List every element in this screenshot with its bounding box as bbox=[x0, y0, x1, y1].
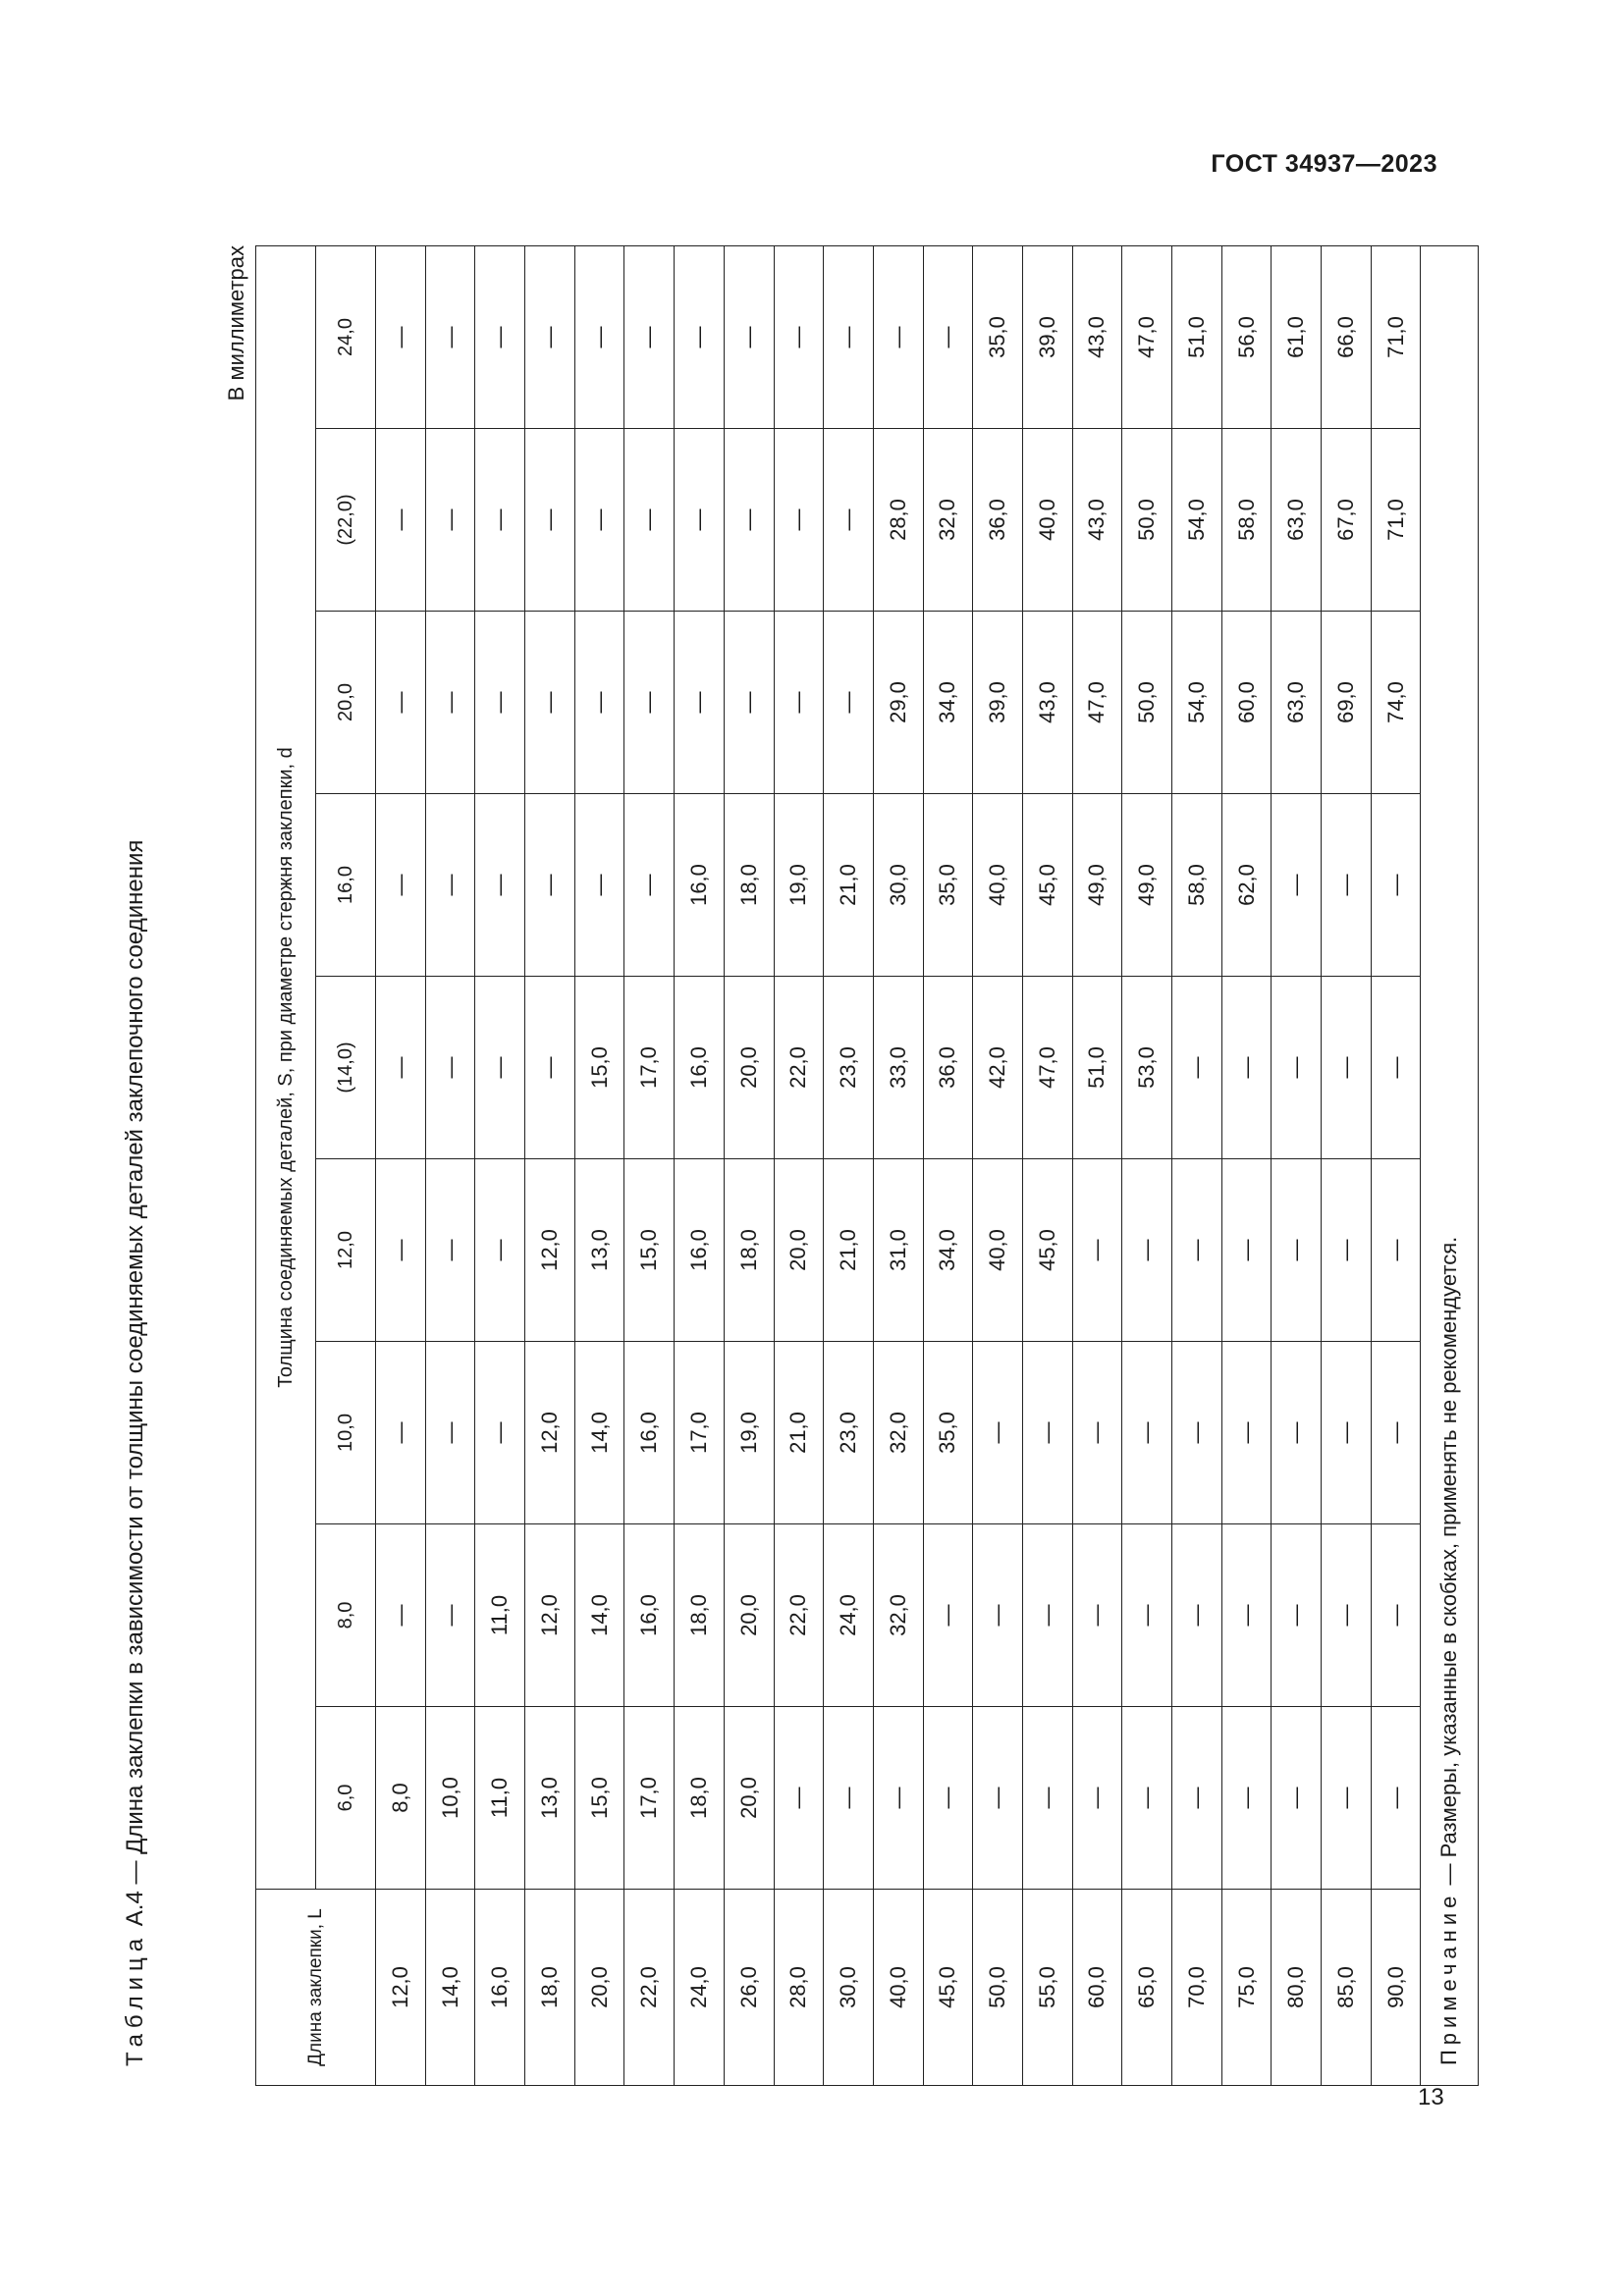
table-row bbox=[1172, 246, 1222, 2086]
thickness-cell: — bbox=[973, 1707, 1023, 1890]
length-cell: 22,0 bbox=[624, 1890, 675, 2086]
thickness-cell: 20,0 bbox=[724, 1524, 774, 1707]
thickness-cell: 17,0 bbox=[624, 977, 675, 1159]
thickness-cell: 16,0 bbox=[675, 1159, 725, 1342]
length-cell: 75,0 bbox=[1221, 1890, 1272, 2086]
thickness-cell: — bbox=[724, 612, 774, 794]
thickness-cell: 66,0 bbox=[1322, 246, 1372, 429]
thickness-cell: — bbox=[824, 612, 874, 794]
thickness-cell: — bbox=[376, 1342, 426, 1524]
thickness-cell: 11,0 bbox=[475, 1524, 525, 1707]
thickness-cell: 20,0 bbox=[774, 1159, 824, 1342]
thickness-cell: 34,0 bbox=[923, 612, 973, 794]
thickness-cell: 20,0 bbox=[724, 1707, 774, 1890]
thickness-cell: 54,0 bbox=[1172, 429, 1222, 612]
length-cell: 50,0 bbox=[973, 1890, 1023, 2086]
thickness-cell: — bbox=[1122, 1707, 1172, 1890]
length-cell: 20,0 bbox=[574, 1890, 624, 2086]
thickness-cell: 49,0 bbox=[1122, 794, 1172, 977]
thickness-cell: 56,0 bbox=[1221, 246, 1272, 429]
thickness-cell: — bbox=[1221, 1524, 1272, 1707]
thickness-cell: — bbox=[1172, 1159, 1222, 1342]
thickness-cell: 35,0 bbox=[973, 246, 1023, 429]
thickness-cell: — bbox=[475, 1159, 525, 1342]
table-row bbox=[376, 246, 426, 2086]
thickness-cell: — bbox=[1371, 1524, 1421, 1707]
thickness-cell: — bbox=[376, 1524, 426, 1707]
thickness-cell: 17,0 bbox=[624, 1707, 675, 1890]
thickness-cell: — bbox=[973, 1524, 1023, 1707]
thickness-cell: — bbox=[376, 246, 426, 429]
thickness-cell: 36,0 bbox=[973, 429, 1023, 612]
thickness-cell: — bbox=[376, 794, 426, 977]
thickness-cell: — bbox=[973, 1342, 1023, 1524]
length-cell: 14,0 bbox=[425, 1890, 475, 2086]
caption-text: А.4 — Длина заклепки в зависимости от толщины соединяемых деталей заклепочного соединения bbox=[122, 839, 148, 1927]
caption-word: Таблица bbox=[122, 1932, 148, 2066]
thickness-cell: 35,0 bbox=[923, 1342, 973, 1524]
table-caption bbox=[108, 840, 163, 2066]
thickness-cell: — bbox=[675, 429, 725, 612]
thickness-cell: — bbox=[475, 1342, 525, 1524]
diameter-header-cell: 6,0 bbox=[316, 1707, 376, 1890]
thickness-cell: — bbox=[624, 794, 675, 977]
thickness-cell: — bbox=[1272, 977, 1322, 1159]
thickness-cell: — bbox=[624, 612, 675, 794]
thickness-cell: 69,0 bbox=[1322, 612, 1372, 794]
note-word: Примечание bbox=[1436, 1891, 1462, 2065]
thickness-cell: 22,0 bbox=[774, 977, 824, 1159]
thickness-cell: — bbox=[1272, 1524, 1322, 1707]
thickness-cell: — bbox=[1322, 1159, 1372, 1342]
thickness-cell: — bbox=[1172, 1707, 1222, 1890]
thickness-cell: — bbox=[675, 612, 725, 794]
thickness-cell: 71,0 bbox=[1371, 429, 1421, 612]
thickness-cell: 31,0 bbox=[873, 1159, 923, 1342]
thickness-cell: 10,0 bbox=[425, 1707, 475, 1890]
diameter-header-cell: 20,0 bbox=[316, 612, 376, 794]
thickness-cell: — bbox=[574, 429, 624, 612]
thickness-cell: 40,0 bbox=[1022, 429, 1072, 612]
thickness-cell: — bbox=[525, 794, 575, 977]
length-cell: 45,0 bbox=[923, 1890, 973, 2086]
thickness-cell: — bbox=[1122, 1342, 1172, 1524]
units-label: В миллиметрах bbox=[224, 245, 248, 401]
table-row bbox=[973, 246, 1023, 2086]
thickness-cell: 45,0 bbox=[1022, 794, 1072, 977]
diameter-header-cell: 10,0 bbox=[316, 1342, 376, 1524]
thickness-cell: — bbox=[774, 429, 824, 612]
thickness-cell: 18,0 bbox=[724, 1159, 774, 1342]
thickness-cell: 33,0 bbox=[873, 977, 923, 1159]
thickness-cell: 45,0 bbox=[1022, 1159, 1072, 1342]
thickness-cell: — bbox=[724, 429, 774, 612]
thickness-cell: 36,0 bbox=[923, 977, 973, 1159]
length-cell: 70,0 bbox=[1172, 1890, 1222, 2086]
thickness-cell: 40,0 bbox=[973, 794, 1023, 977]
thickness-cell: 62,0 bbox=[1221, 794, 1272, 977]
thickness-cell: — bbox=[1221, 1342, 1272, 1524]
table-row bbox=[724, 246, 774, 2086]
thickness-cell: 21,0 bbox=[824, 794, 874, 977]
thickness-cell: — bbox=[376, 612, 426, 794]
thickness-cell: 19,0 bbox=[724, 1342, 774, 1524]
table-row bbox=[675, 246, 725, 2086]
thickness-cell: — bbox=[425, 246, 475, 429]
thickness-cell: — bbox=[425, 977, 475, 1159]
table-row bbox=[1122, 246, 1172, 2086]
thickness-cell: — bbox=[475, 612, 525, 794]
thickness-cell: — bbox=[1221, 1159, 1272, 1342]
thickness-cell: 49,0 bbox=[1072, 794, 1122, 977]
thickness-cell: — bbox=[923, 246, 973, 429]
length-cell: 16,0 bbox=[475, 1890, 525, 2086]
thickness-cell: — bbox=[1172, 977, 1222, 1159]
thickness-cell: 15,0 bbox=[574, 1707, 624, 1890]
length-cell: 80,0 bbox=[1272, 1890, 1322, 2086]
thickness-cell: — bbox=[1072, 1342, 1122, 1524]
thickness-cell: — bbox=[774, 1707, 824, 1890]
thickness-cell: — bbox=[1322, 1707, 1372, 1890]
table-wrapper bbox=[255, 245, 1479, 2086]
thickness-cell: 21,0 bbox=[774, 1342, 824, 1524]
thickness-cell: 18,0 bbox=[675, 1524, 725, 1707]
thickness-cell: 63,0 bbox=[1272, 612, 1322, 794]
thickness-cell: — bbox=[1371, 1707, 1421, 1890]
table-row bbox=[1022, 246, 1072, 2086]
thickness-cell: 71,0 bbox=[1371, 246, 1421, 429]
thickness-cell: 23,0 bbox=[824, 1342, 874, 1524]
length-cell: 18,0 bbox=[525, 1890, 575, 2086]
thickness-cell: — bbox=[873, 246, 923, 429]
thickness-cell: — bbox=[1022, 1342, 1072, 1524]
table-row bbox=[923, 246, 973, 2086]
thickness-cell: 12,0 bbox=[525, 1524, 575, 1707]
thickness-cell: — bbox=[1221, 977, 1272, 1159]
thickness-cell: — bbox=[724, 246, 774, 429]
thickness-cell: 22,0 bbox=[774, 1524, 824, 1707]
thickness-cell: 14,0 bbox=[574, 1342, 624, 1524]
thickness-cell: — bbox=[425, 1524, 475, 1707]
thickness-cell: 15,0 bbox=[574, 977, 624, 1159]
thickness-cell: — bbox=[1322, 1342, 1372, 1524]
thickness-cell: 67,0 bbox=[1322, 429, 1372, 612]
diameter-header-row bbox=[316, 246, 376, 2086]
thickness-cell: — bbox=[1122, 1524, 1172, 1707]
rivet-length-table bbox=[255, 245, 1479, 2086]
thickness-cell: 51,0 bbox=[1072, 977, 1122, 1159]
table-row bbox=[1371, 246, 1421, 2086]
thickness-cell: — bbox=[475, 977, 525, 1159]
thickness-cell: — bbox=[475, 429, 525, 612]
thickness-cell: 58,0 bbox=[1221, 429, 1272, 612]
thickness-cell: 34,0 bbox=[923, 1159, 973, 1342]
thickness-cell: — bbox=[1371, 977, 1421, 1159]
thickness-cell: — bbox=[1272, 794, 1322, 977]
length-cell: 90,0 bbox=[1371, 1890, 1421, 2086]
thickness-cell: — bbox=[1122, 1159, 1172, 1342]
thickness-cell: — bbox=[425, 429, 475, 612]
diameter-header-cell: 8,0 bbox=[316, 1524, 376, 1707]
thickness-cell: 61,0 bbox=[1272, 246, 1322, 429]
length-cell: 65,0 bbox=[1122, 1890, 1172, 2086]
thickness-cell: 39,0 bbox=[973, 612, 1023, 794]
thickness-cell: — bbox=[1272, 1342, 1322, 1524]
thickness-cell: 47,0 bbox=[1072, 612, 1122, 794]
thickness-cell: 16,0 bbox=[675, 977, 725, 1159]
thickness-cell: — bbox=[525, 612, 575, 794]
thickness-cell: — bbox=[1172, 1342, 1222, 1524]
length-cell: 24,0 bbox=[675, 1890, 725, 2086]
rotated-table-area bbox=[108, 245, 1462, 2086]
thickness-cell: 32,0 bbox=[923, 429, 973, 612]
document-code: ГОСТ 34937—2023 bbox=[1211, 150, 1437, 178]
thickness-cell: — bbox=[1371, 1159, 1421, 1342]
thickness-cell: — bbox=[1272, 1159, 1322, 1342]
thickness-cell: 53,0 bbox=[1122, 977, 1172, 1159]
table-row bbox=[624, 246, 675, 2086]
thickness-cell: — bbox=[1072, 1159, 1122, 1342]
thickness-cell: 19,0 bbox=[774, 794, 824, 977]
thickness-cell: — bbox=[1072, 1707, 1122, 1890]
table-row bbox=[525, 246, 575, 2086]
diameter-header-cell: 24,0 bbox=[316, 246, 376, 429]
thickness-cell: 17,0 bbox=[675, 1342, 725, 1524]
thickness-cell: — bbox=[1072, 1524, 1122, 1707]
thickness-cell: — bbox=[1221, 1707, 1272, 1890]
thickness-cell: — bbox=[824, 429, 874, 612]
length-cell: 85,0 bbox=[1322, 1890, 1372, 2086]
table-row bbox=[873, 246, 923, 2086]
thickness-cell: 32,0 bbox=[873, 1342, 923, 1524]
thickness-cell: — bbox=[824, 1707, 874, 1890]
length-cell: 55,0 bbox=[1022, 1890, 1072, 2086]
thickness-cell: 42,0 bbox=[973, 977, 1023, 1159]
thickness-cell: 15,0 bbox=[624, 1159, 675, 1342]
thickness-cell: — bbox=[624, 429, 675, 612]
table-row bbox=[824, 246, 874, 2086]
thickness-cell: 29,0 bbox=[873, 612, 923, 794]
thickness-cell: 12,0 bbox=[525, 1342, 575, 1524]
length-header: Длина заклепки, L bbox=[256, 1890, 376, 2086]
thickness-cell: — bbox=[1022, 1707, 1072, 1890]
thickness-cell: — bbox=[923, 1524, 973, 1707]
diameter-header-cell: 12,0 bbox=[316, 1159, 376, 1342]
length-cell: 28,0 bbox=[774, 1890, 824, 2086]
page-number: 13 bbox=[1418, 2084, 1444, 2110]
thickness-cell: 13,0 bbox=[574, 1159, 624, 1342]
thickness-cell: 23,0 bbox=[824, 977, 874, 1159]
thickness-cell: 47,0 bbox=[1022, 977, 1072, 1159]
note-text: — Размеры, указанные в скобках, применять не рекомендуется. bbox=[1436, 1236, 1462, 1886]
thickness-cell: 20,0 bbox=[724, 977, 774, 1159]
thickness-cell: — bbox=[873, 1707, 923, 1890]
thickness-cell: — bbox=[923, 1707, 973, 1890]
thickness-cell: 32,0 bbox=[873, 1524, 923, 1707]
thickness-cell: 47,0 bbox=[1122, 246, 1172, 429]
thickness-cell: 30,0 bbox=[873, 794, 923, 977]
table-row bbox=[475, 246, 525, 2086]
thickness-cell: — bbox=[1172, 1524, 1222, 1707]
length-cell: 30,0 bbox=[824, 1890, 874, 2086]
thickness-cell: — bbox=[574, 794, 624, 977]
thickness-cell: — bbox=[425, 794, 475, 977]
thickness-cell: — bbox=[1022, 1524, 1072, 1707]
thickness-cell: 14,0 bbox=[574, 1524, 624, 1707]
thickness-cell: — bbox=[376, 977, 426, 1159]
thickness-cell: 40,0 bbox=[973, 1159, 1023, 1342]
thickness-cell: 50,0 bbox=[1122, 429, 1172, 612]
thickness-cell: — bbox=[1371, 1342, 1421, 1524]
thickness-cell: — bbox=[425, 612, 475, 794]
thickness-cell: 63,0 bbox=[1272, 429, 1322, 612]
thickness-cell: 24,0 bbox=[824, 1524, 874, 1707]
length-cell: 26,0 bbox=[724, 1890, 774, 2086]
thickness-cell: 28,0 bbox=[873, 429, 923, 612]
thickness-cell: — bbox=[1322, 1524, 1372, 1707]
thickness-cell: — bbox=[624, 246, 675, 429]
thickness-cell: 16,0 bbox=[624, 1524, 675, 1707]
thickness-header: Толщина соединяемых деталей, S, при диаметре стержня заклепки, d bbox=[256, 246, 316, 1890]
thickness-cell: — bbox=[574, 246, 624, 429]
thickness-cell: — bbox=[475, 794, 525, 977]
thickness-cell: 8,0 bbox=[376, 1707, 426, 1890]
table-row bbox=[1322, 246, 1372, 2086]
thickness-cell: — bbox=[475, 246, 525, 429]
thickness-cell: 21,0 bbox=[824, 1159, 874, 1342]
table-row bbox=[774, 246, 824, 2086]
thickness-cell: 13,0 bbox=[525, 1707, 575, 1890]
thickness-cell: 58,0 bbox=[1172, 794, 1222, 977]
thickness-cell: — bbox=[1371, 794, 1421, 977]
thickness-cell: — bbox=[774, 246, 824, 429]
table-row bbox=[425, 246, 475, 2086]
thickness-cell: — bbox=[1322, 977, 1372, 1159]
thickness-cell: 43,0 bbox=[1022, 612, 1072, 794]
thickness-cell: — bbox=[1322, 794, 1372, 977]
table-row bbox=[1221, 246, 1272, 2086]
length-cell: 60,0 bbox=[1072, 1890, 1122, 2086]
thickness-cell: 43,0 bbox=[1072, 429, 1122, 612]
thickness-cell: — bbox=[1272, 1707, 1322, 1890]
thickness-cell: 11,0 bbox=[475, 1707, 525, 1890]
diameter-header-cell: (22,0) bbox=[316, 429, 376, 612]
table-row bbox=[574, 246, 624, 2086]
thickness-cell: — bbox=[525, 977, 575, 1159]
thickness-cell: 18,0 bbox=[724, 794, 774, 977]
thickness-cell: — bbox=[774, 612, 824, 794]
thickness-cell: 43,0 bbox=[1072, 246, 1122, 429]
thickness-cell: — bbox=[824, 246, 874, 429]
thickness-cell: 16,0 bbox=[624, 1342, 675, 1524]
thickness-cell: 60,0 bbox=[1221, 612, 1272, 794]
thickness-cell: 12,0 bbox=[525, 1159, 575, 1342]
length-cell: 40,0 bbox=[873, 1890, 923, 2086]
thickness-cell: — bbox=[525, 429, 575, 612]
diameter-header-cell: (14,0) bbox=[316, 977, 376, 1159]
table-row bbox=[1272, 246, 1322, 2086]
table-body bbox=[376, 246, 1421, 2086]
thickness-cell: 54,0 bbox=[1172, 612, 1222, 794]
table-row bbox=[1072, 246, 1122, 2086]
thickness-cell: 39,0 bbox=[1022, 246, 1072, 429]
thickness-cell: 50,0 bbox=[1122, 612, 1172, 794]
thickness-cell: 51,0 bbox=[1172, 246, 1222, 429]
thickness-cell: — bbox=[574, 612, 624, 794]
thickness-cell: — bbox=[425, 1159, 475, 1342]
thickness-cell: 16,0 bbox=[675, 794, 725, 977]
thickness-cell: — bbox=[425, 1342, 475, 1524]
thickness-cell: — bbox=[525, 246, 575, 429]
thickness-cell: 74,0 bbox=[1371, 612, 1421, 794]
thickness-cell: 18,0 bbox=[675, 1707, 725, 1890]
diameter-header-cell: 16,0 bbox=[316, 794, 376, 977]
thickness-cell: 35,0 bbox=[923, 794, 973, 977]
thickness-cell: — bbox=[376, 1159, 426, 1342]
length-cell: 12,0 bbox=[376, 1890, 426, 2086]
thickness-cell: — bbox=[675, 246, 725, 429]
thickness-cell: — bbox=[376, 429, 426, 612]
table-note bbox=[1421, 246, 1479, 2086]
